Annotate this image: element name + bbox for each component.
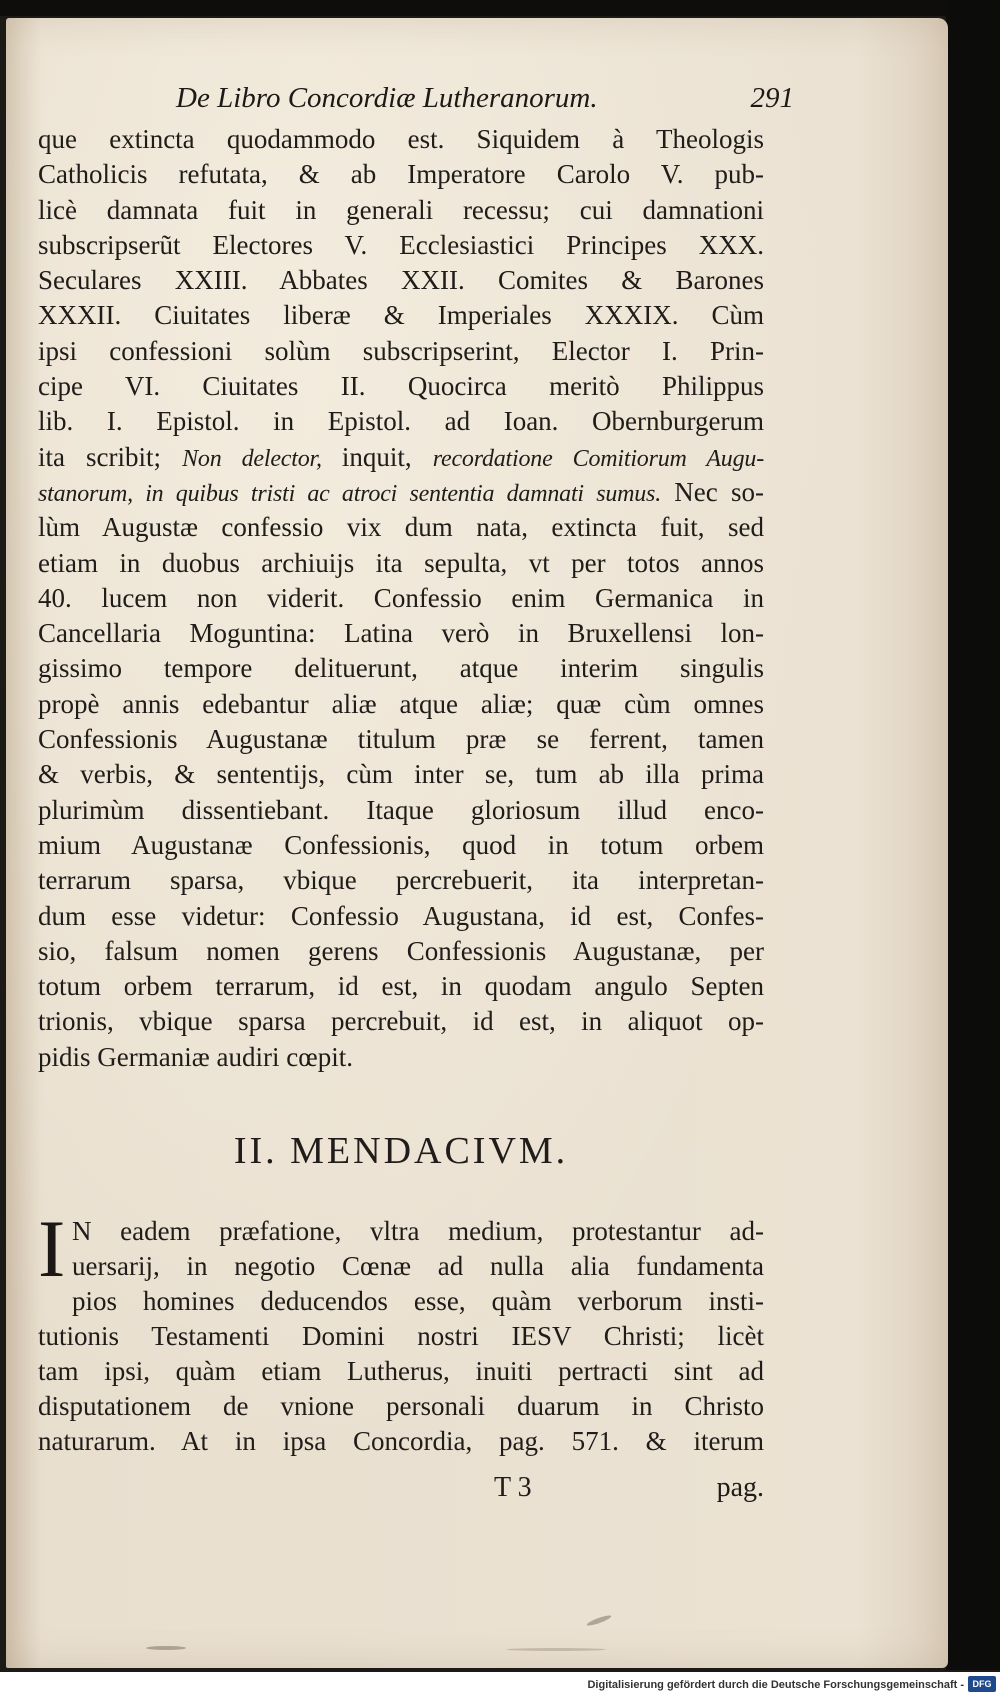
text-line: lib. I. Epistol. in Epistol. ad Ioan. Obernburgerum — [38, 406, 764, 437]
text-line: & verbis, & sententijs, cùm inter se, tum ab illa prima — [38, 759, 764, 790]
text-line: plurimùm dissentiebant. Itaque gloriosum illud enco- — [38, 794, 764, 825]
ink-smudge — [146, 1646, 186, 1650]
paragraph-2 — [38, 1203, 764, 1459]
scan-frame-right — [946, 0, 1000, 1670]
text-line: N eadem præfatione, vltra medium, protestantur ad- — [72, 1216, 764, 1246]
text-line: disputationem de vnione personali duarum in Christo — [38, 1391, 764, 1421]
section-heading: II. MENDACIVM. — [233, 1130, 569, 1172]
paragraph-2-lines — [38, 1203, 764, 1459]
digitization-footer — [0, 1672, 1000, 1697]
text-line: XXXII. Ciuitates liberæ & Imperiales XXXIX. Cùm — [38, 300, 764, 331]
text-line: Confessionis Augustanæ titulum præ se ferrent, tamen — [38, 724, 764, 755]
page-number: 291 — [750, 82, 794, 114]
text-line: ita scribit; Non delector, inquit, recordatione Comitiorum Augu- — [38, 441, 764, 472]
text-line: subscripserũt Electores V. Ecclesiastici Principes XXX. — [38, 229, 764, 260]
text-line: stanorum, in quibus tristi ac atroci sententia damnati sumus. Nec so- — [38, 476, 764, 507]
text-line: Cancellaria Moguntina: Latina verò in Bruxellensi lon- — [38, 618, 764, 649]
running-head-title: De Libro Concordiæ Lutheranorum. — [176, 82, 598, 114]
dfg-logo: DFG — [968, 1676, 996, 1692]
text-line: ipsi confessioni solùm subscripserint, Elector I. Prin- — [38, 335, 764, 366]
ink-smudge — [506, 1648, 606, 1651]
text-line: que extincta quodammodo est. Siquidem à Theologis — [38, 124, 764, 154]
drop-cap: I — [38, 1203, 66, 1294]
text-line: sio, falsum nomen gerens Confessionis Augustanæ, per — [38, 935, 764, 966]
ink-smudge — [586, 1614, 612, 1628]
text-line: cipe VI. Ciuitates II. Quocirca meritò Philippus — [38, 371, 764, 402]
text-line: dum esse videtur: Confessio Augustana, id est, Confes- — [38, 900, 764, 931]
text-line: pidis Germaniæ audiri cœpit. — [38, 1041, 353, 1072]
text-line: propè annis edebantur aliæ atque aliæ; quæ cùm omnes — [38, 688, 764, 719]
text-line: Catholicis refutata, & ab Imperatore Carolo V. pub- — [38, 159, 764, 190]
text-line: mium Augustanæ Confessionis, quod in totum orbem — [38, 829, 764, 860]
text-line: trionis, vbique sparsa percrebuit, id est, in aliquot op- — [38, 1006, 764, 1037]
catchline — [494, 1468, 764, 1508]
text-line: tam ipsi, quàm etiam Lutherus, inuiti pertracti sint ad — [38, 1356, 764, 1386]
text-line: etiam in duobus archiuijs ita sepulta, vt per totos annos — [38, 547, 764, 578]
footer-credit: Digitalisierung gefördert durch die Deutsche Forschungsgemeinschaft - — [587, 1679, 964, 1691]
text-line: gissimo tempore delituerunt, atque interim singulis — [38, 653, 764, 684]
book-page — [6, 18, 948, 1668]
text-line: terrarum sparsa, vbique percrebuerit, ita interpretan- — [38, 865, 764, 896]
text-line: licè damnata fuit in generali recessu; cui damnationi — [38, 194, 764, 225]
catchword: pag. — [716, 1472, 764, 1503]
text-line: uersarij, in negotio Cœnæ ad nulla alia fundamenta — [72, 1251, 764, 1281]
text-line: 40. lucem non viderit. Confessio enim Germanica in — [38, 582, 764, 613]
paragraph-1 — [38, 122, 764, 1075]
signature-mark: T 3 — [494, 1472, 532, 1503]
scan-frame-top — [0, 0, 1000, 16]
text-line: pios homines deducendos esse, quàm verborum insti- — [72, 1286, 764, 1316]
text-line: Seculares XXIII. Abbates XXII. Comites & Barones — [38, 265, 764, 296]
text-line: tutionis Testamenti Domini nostri IESV Christi; licèt — [38, 1321, 764, 1351]
text-line: totum orbem terrarum, id est, in quodam angulo Septen — [38, 971, 764, 1002]
text-line: naturarum. At in ipsa Concordia, pag. 571. & iterum — [38, 1426, 764, 1456]
text-line: lùm Augustæ confessio vix dum nata, extincta fuit, sed — [38, 512, 764, 543]
